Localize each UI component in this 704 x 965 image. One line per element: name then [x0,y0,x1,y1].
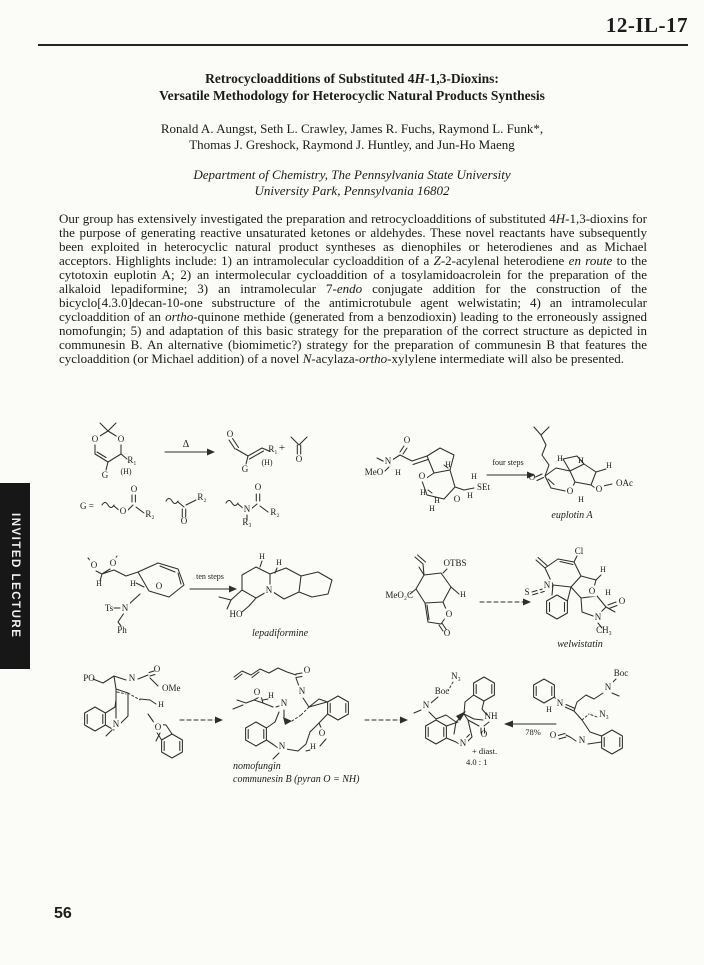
text-segment: to the cytotoxin euplotin A; 2) an intermolecular cycloaddition of a tosylamidoacrolein for the preparation of the alkaloid lepadiformine; 3) an intramolecular 7- [59,252,647,296]
structure-label: PO [83,673,95,683]
scheme-euplotin-a [360,418,695,530]
text-segment: Our group has extensively investigated the preparation and retrocycloadditions of substituted 4 [59,211,556,226]
structure-label: O [109,558,117,568]
structure-label: SEt [477,482,491,492]
structure-label: R₁ [127,455,137,465]
text-segment: Z [433,252,441,268]
paper-code: 12-IL-17 [605,13,688,37]
structure-label: H [395,468,401,477]
structure-label: H [276,558,282,567]
structure-label: O [480,729,488,739]
structure-label: H [434,496,440,505]
structure-label: N [422,700,430,710]
authors [0,121,704,153]
structure-label: N [543,580,551,590]
structure-label: four steps [492,458,524,467]
structure-label: N [121,603,129,613]
scheme-communesin-nomofungin [70,662,695,807]
structure-label: G [241,464,249,474]
structure-label: S [524,587,530,597]
structure-label: H [471,472,477,481]
title-line-1 [0,71,704,88]
structure-label: OMe [162,683,181,693]
structure-label: O [226,429,234,439]
text-segment: Retrocycloadditions of Substituted 4 [205,71,415,86]
structure-label: O [549,730,557,740]
text-segment: conjugate addition for the construction of the bicyclo[4.3.0]decan-10-one substructure of the antimicrotubule agent welwistatin; 4) an intramolecular cycloaddition of an [59,280,647,324]
paper-title [0,71,704,104]
text-segment: -2-acylenal heterodiene [440,252,569,268]
structure-label: H [429,504,435,513]
text-segment: -1,3-Dioxins: [425,71,499,86]
page-number: 56 [54,905,72,922]
title-line-2 [0,88,704,105]
text-segment: N [302,350,312,366]
structure-label: H [420,488,426,497]
structure-label: N [243,504,251,514]
structure-label: H [600,565,606,574]
structure-label: N [604,682,612,692]
structure-label: H [557,454,563,463]
header-rule [38,44,688,46]
scheme-dioxin-retrocycloaddition [70,420,330,532]
scheme-welwistatin [385,545,695,657]
structure-label: MeO [364,467,384,477]
structure-label: Ph [117,625,127,635]
structure-label: NH [484,711,498,721]
structure-label: communesin B (pyran O = NH) [233,774,360,785]
affiliation-line-1: Department of Chemistry, The Pennsylvania State University [193,167,511,182]
text-segment: ortho [165,308,194,324]
text-segment: Versatile Methodology for Heterocyclic Natural Products Synthesis [159,87,545,103]
structure-label: O [155,581,163,591]
banner-label: INVITED LECTURE [9,513,21,639]
structure-label: R₂ [145,509,155,519]
structure-label: H [546,705,552,714]
structure-label: O [90,560,98,570]
structure-bonds [88,556,332,626]
structure-label: G = [80,501,94,511]
structure-label: O [588,586,596,596]
structure-label: O [528,472,536,482]
structure-label: N [278,741,286,751]
authors-line-2: Thomas J. Greshock, Raymond J. Huntley, and Jun-Ho Maeng [189,137,515,152]
structure-label: H [578,456,584,465]
structure-label: O [130,484,138,494]
structure-label: H [606,461,612,470]
structure-label: H [578,495,584,504]
affiliation-line-2: University Park, Pennsylvania 16802 [254,183,450,198]
structure-label: O [566,486,574,496]
structure-label: N [556,698,564,708]
structure-bonds [85,668,623,759]
structure-label: Boc [434,686,450,696]
structure-label: N [594,612,602,622]
structure-label: OAc [616,478,633,488]
structure-label: Cl [574,546,584,556]
structure-label: H [605,588,611,597]
structure-label: O [91,434,99,444]
text-segment: -acylaza- [311,350,359,366]
structure-label: O [453,494,461,504]
structure-label: H [259,552,265,561]
text-segment: en route [568,252,613,268]
structure-label: N [459,738,467,748]
structure-label: O [154,722,162,732]
structure-label: lepadiformine [251,628,309,639]
structure-label: O [618,596,626,606]
text-segment: endo [336,280,363,296]
structure-label: (H) [261,458,273,467]
structure-label: O [253,687,261,697]
structure-label: O [595,484,603,494]
structure-label: N [265,585,273,595]
structure-label: O [153,664,161,674]
structure-label: O [403,435,411,445]
structure-label: H [158,700,164,709]
structure-label: H [130,579,136,588]
structure-label: N [280,698,288,708]
text-segment: -1,3-dioxins for the purpose of generating reactive unsaturated ketones or aldehydes. These novel reactants have subsequently been exploited in heterocyclic natural product syntheses as dienophiles or heterodienes and as Michael acceptors. Highlights include: 1) an intramolecular cycloaddition of a [59,211,647,268]
structure-label: Ts [104,603,114,613]
structure-label: N [112,719,120,729]
text-segment: H [414,71,426,86]
structure-label: OTBS [443,558,467,568]
structure-label: CH₃ [596,625,612,635]
structure-label: Boc [613,668,629,678]
scheme-lepadiformine [70,547,370,665]
structure-label: G [101,470,109,480]
text-segment: ortho [358,350,388,366]
structure-label: O [295,454,303,464]
abstract-paragraph [59,212,647,365]
structure-label: O [254,482,262,492]
structure-label: welwistatin [557,639,603,650]
structure-label: H [268,691,274,700]
structure-label: H [467,491,473,500]
structure-label: R₃ [242,517,252,527]
structure-label: O [445,609,453,619]
structure-label: HO [229,609,243,619]
structure-label: 4.0 : 1 [466,757,488,767]
structure-label: + diast. [472,746,498,756]
structure-label: O [303,665,311,675]
structure-label: N [128,673,136,683]
structure-label: + [278,442,286,454]
text-segment: H [555,211,566,226]
invited-lecture-banner [0,483,30,669]
structure-label: Δ [182,439,190,450]
structure-label: H [460,590,466,599]
structure-bonds [410,555,617,631]
structure-label: O [117,434,125,444]
structure-label: O [318,728,326,738]
structure-label: R₂ [270,507,280,517]
affiliation [0,167,704,199]
structure-label: MeO₂C [385,590,413,600]
structure-label: R₁ [268,444,278,454]
structure-label: O [119,506,127,516]
structure-label: (H) [120,467,132,476]
structure-label: N₃ [599,709,609,719]
structure-label: H [96,579,102,588]
structure-label: N [298,686,306,696]
structure-label: R₂ [197,492,207,502]
structure-label: 78% [525,727,541,737]
structure-label: H [310,742,316,751]
structure-label: N₃ [451,671,461,681]
structure-label: euplotin A [551,510,593,521]
structure-label: N [578,735,586,745]
structure-label: O [443,628,451,638]
structure-label: nomofungin [233,761,281,772]
structure-label: O [180,516,188,526]
structure-label: N [384,456,392,466]
structure-label: ten steps [196,572,224,581]
structure-label: O [418,471,426,481]
authors-line-1: Ronald A. Aungst, Seth L. Crawley, James R. Fuchs, Raymond L. Funk*, [160,121,544,136]
text-segment: -quinone methide (generated from a benzodioxin) leading to the erroneously assigned nomofungin; 5) and adaptation of this basic strategy for the preparation of the correct structure as depicted in communesin B. An alternative (biomimetic?) strategy for the preparation of communesin B that features the cycloaddition (or Michael addition) of a novel [59,308,648,366]
structure-label: H [445,460,451,469]
text-segment: -xylylene intermediate will also be presented. [387,350,624,366]
